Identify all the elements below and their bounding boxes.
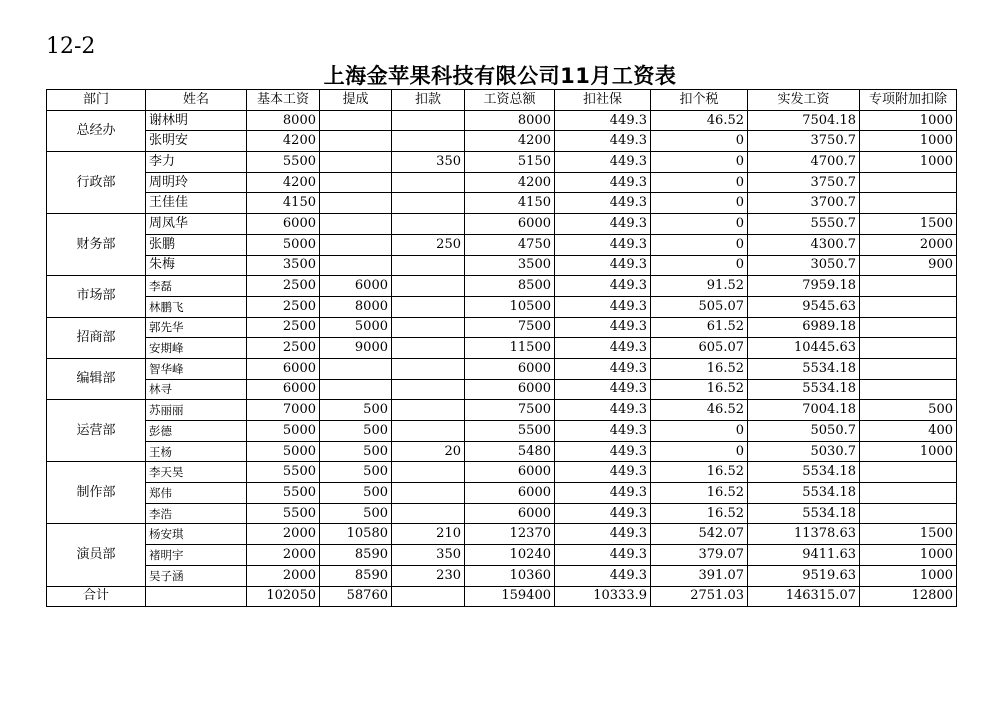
value-cell: 449.3 bbox=[555, 131, 651, 152]
employee-name-cell: 李天昊 bbox=[146, 462, 247, 483]
employee-name-cell: 周凤华 bbox=[146, 214, 247, 235]
value-cell: 1000 bbox=[860, 110, 957, 131]
value-cell: 7959.18 bbox=[748, 276, 860, 297]
totals-cell bbox=[392, 586, 465, 607]
value-cell: 9519.63 bbox=[748, 565, 860, 586]
value-cell: 5534.18 bbox=[748, 379, 860, 400]
value-cell: 11378.63 bbox=[748, 524, 860, 545]
table-row bbox=[47, 152, 957, 173]
value-cell: 4150 bbox=[247, 193, 320, 214]
value-cell bbox=[392, 110, 465, 131]
value-cell: 5500 bbox=[247, 152, 320, 173]
value-cell bbox=[320, 152, 392, 173]
value-cell: 0 bbox=[651, 172, 748, 193]
value-cell bbox=[392, 379, 465, 400]
value-cell: 6000 bbox=[247, 358, 320, 379]
value-cell: 1000 bbox=[860, 441, 957, 462]
value-cell: 449.3 bbox=[555, 110, 651, 131]
value-cell: 350 bbox=[392, 152, 465, 173]
value-cell: 3700.7 bbox=[748, 193, 860, 214]
value-cell bbox=[392, 421, 465, 442]
value-cell: 449.3 bbox=[555, 296, 651, 317]
value-cell: 3750.7 bbox=[748, 172, 860, 193]
value-cell: 449.3 bbox=[555, 358, 651, 379]
table-row bbox=[47, 234, 957, 255]
value-cell: 500 bbox=[320, 421, 392, 442]
value-cell: 7000 bbox=[247, 400, 320, 421]
value-cell: 9411.63 bbox=[748, 545, 860, 566]
employee-name-cell: 朱梅 bbox=[146, 255, 247, 276]
table-row bbox=[47, 462, 957, 483]
employee-name-cell: 王杨 bbox=[146, 441, 247, 462]
employee-name-cell: 张鹏 bbox=[146, 234, 247, 255]
value-cell: 2500 bbox=[247, 276, 320, 297]
value-cell: 350 bbox=[392, 545, 465, 566]
value-cell: 10445.63 bbox=[748, 338, 860, 359]
value-cell: 8000 bbox=[465, 110, 555, 131]
value-cell: 449.3 bbox=[555, 421, 651, 442]
employee-name-cell: 王佳佳 bbox=[146, 193, 247, 214]
value-cell: 2000 bbox=[247, 524, 320, 545]
totals-cell: 58760 bbox=[320, 586, 392, 607]
value-cell: 500 bbox=[320, 462, 392, 483]
sheet-title: 上海金苹果科技有限公司11月工资表 bbox=[323, 64, 677, 88]
value-cell: 46.52 bbox=[651, 110, 748, 131]
value-cell: 4150 bbox=[465, 193, 555, 214]
value-cell bbox=[320, 214, 392, 235]
totals-cell bbox=[146, 586, 247, 607]
table-row bbox=[47, 441, 957, 462]
value-cell: 449.3 bbox=[555, 152, 651, 173]
header-department: 部门 bbox=[47, 90, 146, 111]
value-cell: 7004.18 bbox=[748, 400, 860, 421]
employee-name-cell: 李力 bbox=[146, 152, 247, 173]
value-cell: 449.3 bbox=[555, 503, 651, 524]
value-cell: 3750.7 bbox=[748, 131, 860, 152]
value-cell: 4700.7 bbox=[748, 152, 860, 173]
value-cell bbox=[392, 131, 465, 152]
employee-name-cell: 吴子涵 bbox=[146, 565, 247, 586]
value-cell: 449.3 bbox=[555, 193, 651, 214]
value-cell: 5500 bbox=[247, 483, 320, 504]
value-cell: 91.52 bbox=[651, 276, 748, 297]
header-deduction: 扣款 bbox=[392, 90, 465, 111]
value-cell: 449.3 bbox=[555, 338, 651, 359]
value-cell bbox=[392, 358, 465, 379]
value-cell bbox=[392, 255, 465, 276]
employee-name-cell: 林寻 bbox=[146, 379, 247, 400]
value-cell: 400 bbox=[860, 421, 957, 442]
employee-name-cell: 苏丽丽 bbox=[146, 400, 247, 421]
value-cell: 4200 bbox=[247, 131, 320, 152]
value-cell bbox=[392, 462, 465, 483]
table-row bbox=[47, 524, 957, 545]
totals-cell: 102050 bbox=[247, 586, 320, 607]
value-cell: 9000 bbox=[320, 338, 392, 359]
value-cell: 5534.18 bbox=[748, 483, 860, 504]
value-cell: 5030.7 bbox=[748, 441, 860, 462]
value-cell bbox=[392, 483, 465, 504]
value-cell: 1500 bbox=[860, 214, 957, 235]
value-cell: 5000 bbox=[247, 421, 320, 442]
value-cell: 449.3 bbox=[555, 565, 651, 586]
value-cell: 900 bbox=[860, 255, 957, 276]
value-cell bbox=[860, 483, 957, 504]
value-cell bbox=[860, 503, 957, 524]
table-row bbox=[47, 255, 957, 276]
value-cell: 2500 bbox=[247, 338, 320, 359]
department-cell: 行政部 bbox=[47, 152, 146, 214]
header-income-tax: 扣个税 bbox=[651, 90, 748, 111]
department-cell: 运营部 bbox=[47, 400, 146, 462]
employee-name-cell: 安期峰 bbox=[146, 338, 247, 359]
value-cell bbox=[860, 172, 957, 193]
value-cell: 2500 bbox=[247, 296, 320, 317]
value-cell: 605.07 bbox=[651, 338, 748, 359]
value-cell: 449.3 bbox=[555, 172, 651, 193]
value-cell: 4200 bbox=[465, 172, 555, 193]
value-cell: 61.52 bbox=[651, 317, 748, 338]
table-row bbox=[47, 338, 957, 359]
table-row bbox=[47, 110, 957, 131]
value-cell: 449.3 bbox=[555, 276, 651, 297]
value-cell: 5534.18 bbox=[748, 462, 860, 483]
value-cell: 16.52 bbox=[651, 503, 748, 524]
value-cell: 542.07 bbox=[651, 524, 748, 545]
value-cell bbox=[860, 379, 957, 400]
value-cell: 500 bbox=[320, 483, 392, 504]
employee-name-cell: 林鹏飞 bbox=[146, 296, 247, 317]
value-cell: 6000 bbox=[247, 379, 320, 400]
department-cell: 总经办 bbox=[47, 110, 146, 151]
value-cell: 1000 bbox=[860, 545, 957, 566]
employee-name-cell: 李磊 bbox=[146, 276, 247, 297]
table-row bbox=[47, 131, 957, 152]
value-cell bbox=[392, 296, 465, 317]
table-row bbox=[47, 317, 957, 338]
value-cell bbox=[392, 317, 465, 338]
department-cell: 制作部 bbox=[47, 462, 146, 524]
value-cell: 8590 bbox=[320, 545, 392, 566]
department-cell: 市场部 bbox=[47, 276, 146, 317]
header-social-insurance: 扣社保 bbox=[555, 90, 651, 111]
table-row bbox=[47, 483, 957, 504]
value-cell: 3500 bbox=[465, 255, 555, 276]
value-cell: 8500 bbox=[465, 276, 555, 297]
value-cell: 2500 bbox=[247, 317, 320, 338]
value-cell: 16.52 bbox=[651, 379, 748, 400]
value-cell: 5050.7 bbox=[748, 421, 860, 442]
value-cell: 1000 bbox=[860, 152, 957, 173]
value-cell: 8000 bbox=[320, 296, 392, 317]
value-cell bbox=[860, 462, 957, 483]
value-cell bbox=[392, 214, 465, 235]
value-cell: 3500 bbox=[247, 255, 320, 276]
value-cell bbox=[320, 110, 392, 131]
value-cell: 12370 bbox=[465, 524, 555, 545]
value-cell: 6000 bbox=[320, 276, 392, 297]
header-special-deduction: 专项附加扣除 bbox=[860, 90, 957, 111]
totals-cell: 10333.9 bbox=[555, 586, 651, 607]
value-cell: 20 bbox=[392, 441, 465, 462]
value-cell bbox=[392, 400, 465, 421]
value-cell bbox=[860, 317, 957, 338]
employee-name-cell: 谢林明 bbox=[146, 110, 247, 131]
department-cell: 招商部 bbox=[47, 317, 146, 358]
table-row bbox=[47, 400, 957, 421]
table-row bbox=[47, 545, 957, 566]
value-cell: 10580 bbox=[320, 524, 392, 545]
value-cell: 6000 bbox=[247, 214, 320, 235]
value-cell: 449.3 bbox=[555, 317, 651, 338]
value-cell bbox=[392, 338, 465, 359]
value-cell bbox=[320, 234, 392, 255]
value-cell: 500 bbox=[860, 400, 957, 421]
value-cell: 6000 bbox=[465, 483, 555, 504]
value-cell: 0 bbox=[651, 255, 748, 276]
table-row bbox=[47, 172, 957, 193]
value-cell: 6000 bbox=[465, 503, 555, 524]
value-cell: 11500 bbox=[465, 338, 555, 359]
value-cell: 500 bbox=[320, 441, 392, 462]
value-cell bbox=[860, 296, 957, 317]
value-cell bbox=[392, 276, 465, 297]
value-cell: 1000 bbox=[860, 565, 957, 586]
value-cell: 7500 bbox=[465, 317, 555, 338]
value-cell: 0 bbox=[651, 441, 748, 462]
value-cell: 2000 bbox=[860, 234, 957, 255]
page-number: 12-2 bbox=[46, 34, 96, 59]
employee-name-cell: 李浩 bbox=[146, 503, 247, 524]
employee-name-cell: 杨安琪 bbox=[146, 524, 247, 545]
value-cell: 2000 bbox=[247, 565, 320, 586]
totals-cell: 146315.07 bbox=[748, 586, 860, 607]
value-cell: 505.07 bbox=[651, 296, 748, 317]
value-cell: 9545.63 bbox=[748, 296, 860, 317]
value-cell bbox=[320, 379, 392, 400]
value-cell: 5150 bbox=[465, 152, 555, 173]
value-cell bbox=[860, 193, 957, 214]
value-cell: 6000 bbox=[465, 358, 555, 379]
value-cell: 6000 bbox=[465, 214, 555, 235]
value-cell: 379.07 bbox=[651, 545, 748, 566]
value-cell bbox=[392, 193, 465, 214]
value-cell: 449.3 bbox=[555, 483, 651, 504]
value-cell: 4200 bbox=[465, 131, 555, 152]
value-cell: 4750 bbox=[465, 234, 555, 255]
table-row bbox=[47, 379, 957, 400]
value-cell: 449.3 bbox=[555, 379, 651, 400]
value-cell: 0 bbox=[651, 421, 748, 442]
totals-cell: 159400 bbox=[465, 586, 555, 607]
value-cell: 449.3 bbox=[555, 400, 651, 421]
value-cell bbox=[860, 358, 957, 379]
value-cell: 10240 bbox=[465, 545, 555, 566]
value-cell: 449.3 bbox=[555, 214, 651, 235]
value-cell: 5534.18 bbox=[748, 358, 860, 379]
value-cell: 5534.18 bbox=[748, 503, 860, 524]
table-row bbox=[47, 358, 957, 379]
value-cell: 5480 bbox=[465, 441, 555, 462]
header-base-salary: 基本工资 bbox=[247, 90, 320, 111]
value-cell: 10500 bbox=[465, 296, 555, 317]
value-cell: 0 bbox=[651, 234, 748, 255]
value-cell: 210 bbox=[392, 524, 465, 545]
value-cell: 5500 bbox=[247, 503, 320, 524]
value-cell: 16.52 bbox=[651, 462, 748, 483]
value-cell: 8590 bbox=[320, 565, 392, 586]
value-cell: 6000 bbox=[465, 379, 555, 400]
value-cell: 230 bbox=[392, 565, 465, 586]
value-cell: 6989.18 bbox=[748, 317, 860, 338]
table-row bbox=[47, 503, 957, 524]
value-cell: 0 bbox=[651, 214, 748, 235]
table-row bbox=[47, 193, 957, 214]
value-cell: 5550.7 bbox=[748, 214, 860, 235]
value-cell: 5000 bbox=[247, 234, 320, 255]
value-cell: 1500 bbox=[860, 524, 957, 545]
employee-name-cell: 周明玲 bbox=[146, 172, 247, 193]
department-cell: 演员部 bbox=[47, 524, 146, 586]
value-cell: 449.3 bbox=[555, 255, 651, 276]
employee-name-cell: 张明安 bbox=[146, 131, 247, 152]
table-row bbox=[47, 276, 957, 297]
value-cell bbox=[320, 172, 392, 193]
header-gross-salary: 工资总额 bbox=[465, 90, 555, 111]
value-cell bbox=[392, 172, 465, 193]
value-cell bbox=[860, 338, 957, 359]
value-cell: 391.07 bbox=[651, 565, 748, 586]
value-cell bbox=[320, 358, 392, 379]
value-cell: 5500 bbox=[465, 421, 555, 442]
value-cell: 0 bbox=[651, 131, 748, 152]
header-name: 姓名 bbox=[146, 90, 247, 111]
value-cell: 0 bbox=[651, 193, 748, 214]
value-cell: 5500 bbox=[247, 462, 320, 483]
salary-table bbox=[46, 89, 957, 607]
employee-name-cell: 智华峰 bbox=[146, 358, 247, 379]
department-cell: 财务部 bbox=[47, 214, 146, 276]
value-cell: 4200 bbox=[247, 172, 320, 193]
totals-cell: 2751.03 bbox=[651, 586, 748, 607]
value-cell: 250 bbox=[392, 234, 465, 255]
employee-name-cell: 彭德 bbox=[146, 421, 247, 442]
value-cell: 8000 bbox=[247, 110, 320, 131]
value-cell: 46.52 bbox=[651, 400, 748, 421]
value-cell: 16.52 bbox=[651, 483, 748, 504]
value-cell bbox=[320, 255, 392, 276]
value-cell bbox=[860, 276, 957, 297]
table-row bbox=[47, 565, 957, 586]
employee-name-cell: 郭先华 bbox=[146, 317, 247, 338]
department-cell: 编辑部 bbox=[47, 358, 146, 399]
value-cell: 10360 bbox=[465, 565, 555, 586]
header-row bbox=[47, 90, 957, 111]
totals-cell: 12800 bbox=[860, 586, 957, 607]
header-commission: 提成 bbox=[320, 90, 392, 111]
employee-name-cell: 郑伟 bbox=[146, 483, 247, 504]
totals-row bbox=[47, 586, 957, 607]
header-net-salary: 实发工资 bbox=[748, 90, 860, 111]
table-row bbox=[47, 296, 957, 317]
value-cell: 6000 bbox=[465, 462, 555, 483]
value-cell bbox=[320, 193, 392, 214]
value-cell bbox=[320, 131, 392, 152]
value-cell: 449.3 bbox=[555, 234, 651, 255]
totals-label: 合计 bbox=[47, 586, 146, 607]
value-cell: 449.3 bbox=[555, 441, 651, 462]
value-cell: 500 bbox=[320, 503, 392, 524]
value-cell: 1000 bbox=[860, 131, 957, 152]
value-cell: 7500 bbox=[465, 400, 555, 421]
table-row bbox=[47, 214, 957, 235]
value-cell: 16.52 bbox=[651, 358, 748, 379]
value-cell: 449.3 bbox=[555, 524, 651, 545]
value-cell: 5000 bbox=[320, 317, 392, 338]
value-cell: 2000 bbox=[247, 545, 320, 566]
value-cell: 500 bbox=[320, 400, 392, 421]
table-row bbox=[47, 421, 957, 442]
value-cell: 4300.7 bbox=[748, 234, 860, 255]
value-cell: 0 bbox=[651, 152, 748, 173]
value-cell: 449.3 bbox=[555, 545, 651, 566]
value-cell: 449.3 bbox=[555, 462, 651, 483]
value-cell: 3050.7 bbox=[748, 255, 860, 276]
value-cell bbox=[392, 503, 465, 524]
employee-name-cell: 褚明宇 bbox=[146, 545, 247, 566]
value-cell: 7504.18 bbox=[748, 110, 860, 131]
value-cell: 5000 bbox=[247, 441, 320, 462]
